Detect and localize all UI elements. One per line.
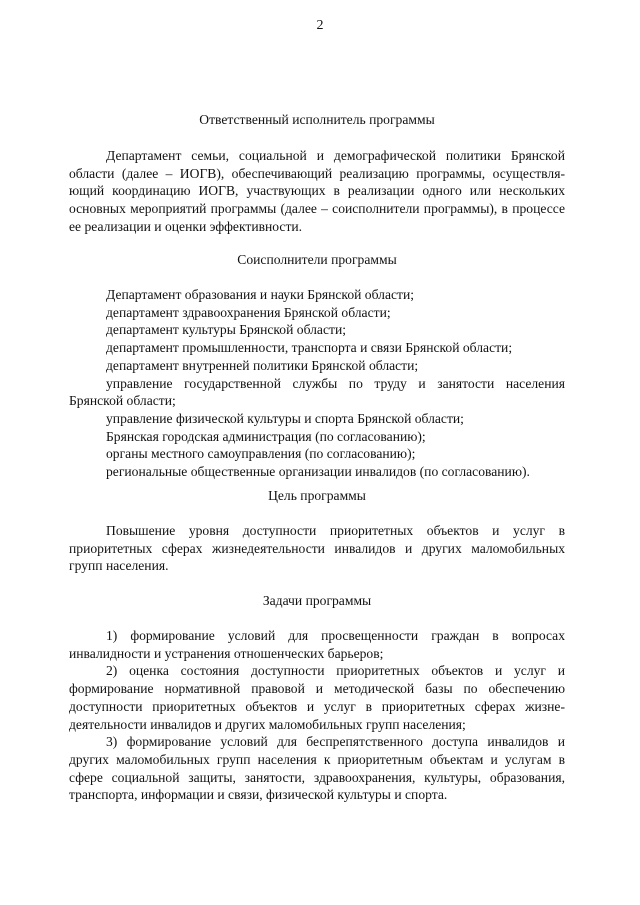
heading-tasks: Задачи программы [262, 593, 372, 608]
task-item: 2) оценка состояния доступности приоритетных объектов и услуг и формирование нормативной правовой и методической базы по обеспечению доступности приоритетных объектов и услуг в приоритетных сферах жизнедеятельности инвалидов и других маломобильных групп населения; [69, 663, 565, 732]
coexecutor-item: Брянская городская администрация (по согласованию); [106, 428, 426, 444]
heading-coexecutors: Соисполнители программы [237, 252, 397, 267]
coexecutor-item: региональные общественные организации инвалидов (по согласованию). [106, 464, 530, 480]
section-tasks [69, 592, 565, 610]
coexecutor-item: Департамент образования и науки Брянской области; [106, 287, 415, 302]
coexecutor-item: департамент промышленности, транспорта и связи Брянской области; [106, 340, 513, 356]
task-item: 3) формирование условий для беспрепятственного доступа инвалидов и других маломобильных групп населения к приоритетным объектам и услугам в сфере социальной защиты, занятости, здравоохранения, культуры, образования, транспорта, информации и связи, физической культуры и спорта. [69, 734, 565, 803]
goal-paragraph: Повышение уровня доступности приоритетных объектов и услуг в приоритетных сферах жизнедеятельности инвалидов и других маломобильных групп населения. [69, 523, 565, 574]
heading-executor: Ответственный исполнитель программы [199, 112, 435, 127]
section-goal [69, 487, 565, 505]
coexecutor-item: органы местного самоуправления (по согласованию); [106, 446, 416, 462]
task-item: 1) формирование условий для просвещенности граждан в вопросах инвалидности и устранения отношенческих барьеров; [69, 628, 565, 661]
section-executor [69, 111, 565, 129]
coexecutor-item: управление физической культуры и спорта Брянской области; [106, 410, 464, 426]
heading-goal: Цель программы [268, 488, 366, 503]
coexecutors-list [69, 286, 565, 481]
page-number: 2 [316, 18, 324, 33]
tasks-list [69, 627, 565, 804]
coexecutor-item: департамент внутренней политики Брянской области; [106, 357, 419, 373]
section-coexecutors [69, 251, 565, 269]
executor-paragraph: Департамент семьи, социальной и демографической политики Брянской области (далее – ИОГВ), обеспечивающий реализацию программы, осуществляющий координацию ИОГВ, участвующих в реализации одного или нескольких основных мероприятий программы (далее – соисполнители программы), в процессе ее реализации и оценки эффективности. [69, 148, 565, 234]
coexecutor-item: департамент культуры Брянской области; [106, 322, 346, 338]
coexecutor-item: департамент здравоохранения Брянской области; [106, 304, 391, 320]
executor-paragraph-block [69, 147, 565, 236]
goal-paragraph-block [69, 522, 565, 575]
coexecutor-item: управление государственной службы по труду и занятости населения Брянской области; [69, 375, 565, 409]
